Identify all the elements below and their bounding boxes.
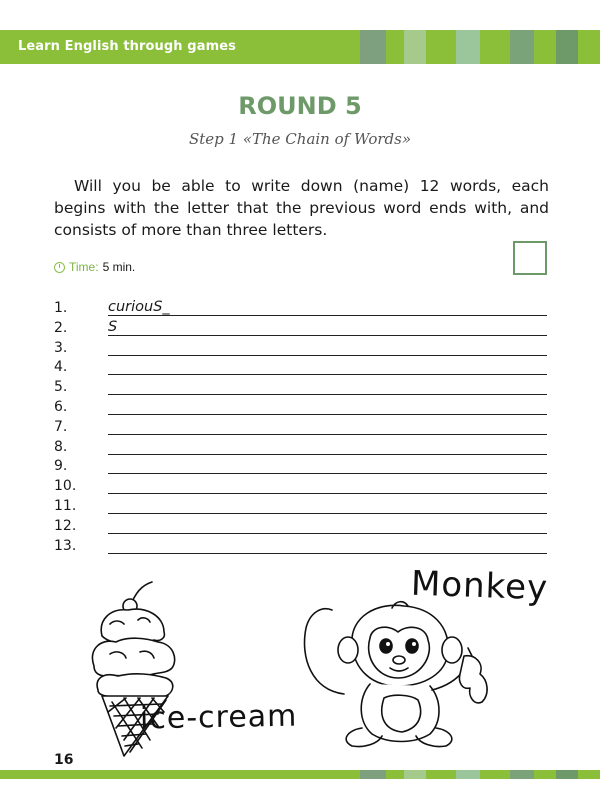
word-row [54,300,549,320]
header-title: Learn English through games [18,39,236,54]
word-answer-line[interactable] [108,315,547,316]
word-number: 8. [54,438,68,455]
word-row [54,320,549,340]
word-number: 2. [54,319,68,336]
word-row [54,419,549,439]
word-answer: curiouS_ [108,299,170,315]
word-answer-line[interactable] [108,374,547,375]
word-answer-line[interactable] [108,434,547,435]
word-list [54,300,549,557]
word-number: 1. [54,300,68,316]
monkey-label: Monkey [410,563,549,609]
word-row [54,518,549,538]
word-answer: S [108,318,118,335]
step-title: Step 1 «The Chain of Words» [188,130,412,148]
word-number: 11. [54,497,77,514]
word-row [54,478,549,498]
word-number: 6. [54,398,68,415]
monkey-illustration [292,598,522,748]
instructions-text: Will you be able to write down (name) 12 words, each begins with the letter that the previous word ends with, and consists of more than three letters. [54,177,549,239]
footer-stripe-band [0,770,600,779]
clock-icon [54,262,65,273]
word-answer-line[interactable] [108,414,547,415]
word-number: 3. [54,339,68,356]
word-row [54,379,549,399]
word-row [54,340,549,360]
word-row [54,458,549,478]
page-number: 16 [54,752,74,768]
word-number: 7. [54,418,68,435]
word-answer-line[interactable] [108,493,547,494]
round-title: ROUND 5 [238,92,362,120]
word-number: 4. [54,359,68,376]
word-answer-line[interactable] [108,513,547,514]
word-answer-line[interactable] [108,355,547,356]
word-answer-line[interactable] [108,454,547,455]
word-answer-line[interactable] [108,473,547,474]
word-number: 10. [54,478,77,495]
word-number: 12. [54,517,77,534]
word-row [54,359,549,379]
score-box[interactable] [513,241,547,275]
word-row [54,399,549,419]
word-number: 5. [54,379,68,396]
word-number: 13. [54,537,77,554]
word-row [54,439,549,459]
word-answer-line[interactable] [108,394,547,395]
word-number: 9. [54,458,68,475]
time-row [54,260,135,274]
time-label: Time: [69,260,99,274]
word-row [54,538,549,558]
word-answer-line[interactable] [108,553,547,554]
ice-cream-label: ice-cream [139,698,298,737]
word-answer-line[interactable] [108,533,547,534]
time-value: 5 min. [102,260,136,274]
word-row [54,498,549,518]
word-answer-line[interactable] [108,335,547,336]
